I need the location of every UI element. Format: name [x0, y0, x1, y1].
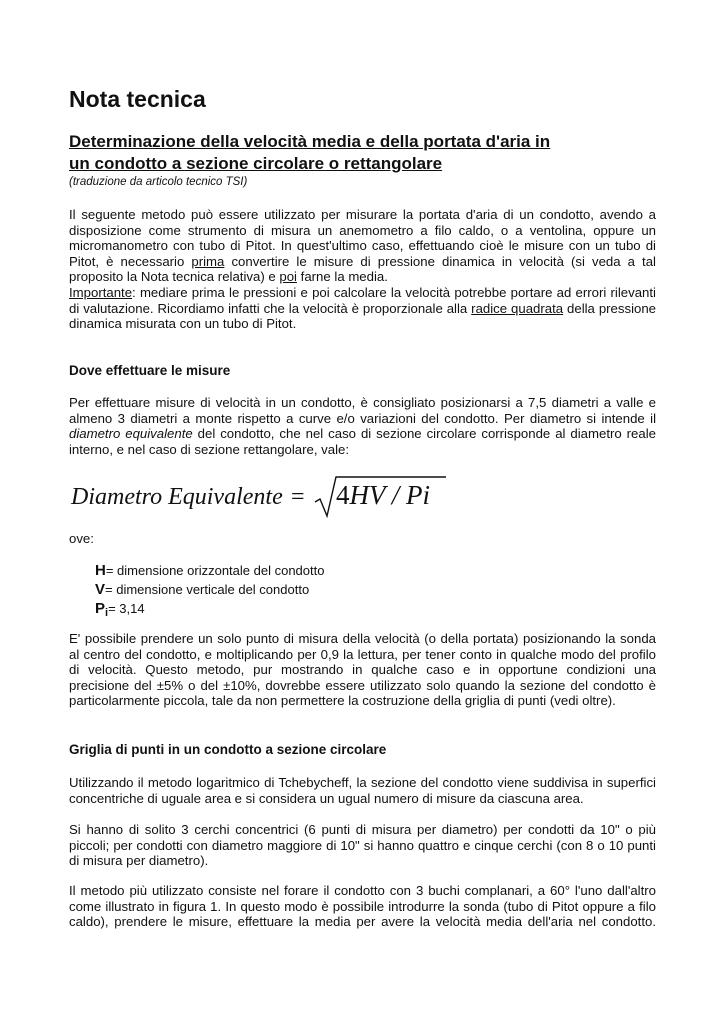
page-title: Nota tecnica: [69, 86, 206, 112]
definition-item: [95, 599, 324, 618]
text-line: Per effettuare misure di velocità in un condotto, è consigliato posizionarsi a 7,5 diametri a valle e: [69, 395, 656, 410]
text-line: di misura per diametro).: [69, 853, 209, 869]
definition-symbol: P: [95, 600, 106, 617]
text-line: di velocità. Questo metodo, pur mostrando in qualche caso e in opportune condizioni una: [69, 662, 656, 678]
text-line: almeno 3 diametri a monte rispetto a curve e/o variazioni del condotto. Per diametro si intende il: [69, 410, 656, 426]
grid-paragraph: [69, 775, 656, 806]
text-run: convertire le misure di pressione dinamica in velocità (si veda a tal: [224, 253, 656, 269]
single-point-paragraph: [69, 631, 656, 709]
source-note: (traduzione da articolo tecnico TSI): [69, 176, 248, 188]
text-line: concentriche di uguale area e si considera un ugual numero di misure da ciascuna area.: [69, 790, 584, 806]
text-line: al centro del condotto, e moltiplicando per 0,9 la lettura, per tener conto in qualche modo del profilo: [69, 646, 656, 662]
text-run: di valutazione. Ricordiamo infatti che la velocità è proporzionale alla: [69, 300, 472, 316]
text-run: del condotto, che nel caso di sezione circolare corrisponde al diametro reale: [192, 426, 656, 442]
text-line: disposizione come strumento di misura un anemometro a filo caldo, o a ventolina, oppure un: [69, 222, 656, 238]
equivalent-diameter-formula: [69, 474, 469, 518]
document-subtitle: [69, 131, 656, 175]
text-run: farne la media.: [297, 269, 388, 285]
text-line: precisione del ±5% o del ±10%, dovrebbe essere utilizzato solo quando la sezione del condotto è: [69, 677, 656, 693]
symbol-definitions: [95, 561, 324, 618]
text-line: [69, 301, 656, 317]
underlined-word: Importante: [69, 284, 133, 300]
definition-item: [95, 561, 324, 580]
text-run: Pitot, è necessario: [69, 253, 192, 269]
subtitle-line: un condotto a sezione circolare o rettangolare: [69, 154, 443, 173]
formula-constant: 4: [336, 480, 350, 510]
text-run: proposito la Nota tecnica relativa) e: [69, 269, 280, 285]
text-line: [69, 426, 656, 442]
definition-text: = 3,14: [108, 601, 145, 616]
underlined-word: prima: [191, 253, 225, 269]
text-line: Utilizzando il metodo logaritmico di Tchebycheff, la sezione del condotto viene suddivisa in superfici: [69, 775, 656, 790]
definition-subscript: i: [105, 607, 109, 619]
intro-paragraph: [69, 207, 656, 332]
formula-equals: =: [291, 484, 305, 510]
text-run: : mediare prima le pressioni e poi calcolare la velocità potrebbe portare ad errori rilevanti: [132, 284, 656, 300]
text-line: [69, 269, 656, 285]
definition-text: = dimensione verticale del condotto: [105, 582, 310, 597]
text-line: interno, e nel caso di sezione rettangolare, vale:: [69, 441, 350, 457]
text-line: micromanometro con tubo di Pitot. In quest'ultimo caso, effettuando cioè le misure con un tubo di: [69, 238, 656, 254]
measurement-paragraph: [69, 395, 656, 457]
formula-lhs: Diametro Equivalente: [71, 484, 283, 510]
formula-rhs: [336, 480, 430, 511]
text-line: come illustrato in figura 1. In questo modo è possibile introdurre la sonda (tubo di Pitot oppure a filo: [69, 898, 656, 914]
ove-label: ove:: [69, 531, 94, 546]
definition-item: [95, 580, 324, 599]
definition-symbol: V: [95, 581, 106, 598]
text-line: [69, 285, 656, 301]
section-heading: Dove effettuare le misure: [69, 363, 231, 378]
circles-paragraph: [69, 822, 656, 869]
text-line: Il metodo più utilizzato consiste nel forare il condotto con 3 buchi complanari, a 60° l'uno dall'altro: [69, 883, 656, 898]
text-line: dinamica misurata con un tubo di Pitot.: [69, 316, 297, 332]
holes-paragraph: [69, 883, 656, 930]
subtitle-line: Determinazione della velocità media e della portata d'aria in: [69, 132, 551, 151]
definition-text: = dimensione orizzontale del condotto: [105, 563, 325, 578]
text-line: Il seguente metodo può essere utilizzato per misurare la portata d'aria di un condotto, avendo a: [69, 207, 656, 222]
formula-expression: HV / Pi: [349, 480, 430, 510]
underlined-word: poi: [279, 269, 297, 285]
text-line: piccoli; per condotti con diametro maggiore di 10" si hanno quattro e cinque cerchi (con 8 o 10 punti: [69, 837, 656, 853]
text-line: caldo), prendere le misure, effettuare la media per avere la velocità media dell'aria nel condotto.: [69, 914, 656, 930]
italic-term: diametro equivalente: [69, 426, 193, 442]
underlined-word: radice quadrata: [471, 300, 564, 316]
text-run: della pressione: [563, 300, 656, 316]
definition-symbol: H: [95, 562, 106, 579]
text-line: E' possibile prendere un solo punto di misura della velocità (o della portata) posizionando la sonda: [69, 631, 656, 646]
text-line: particolarmente piccola, tale da non permettere la costruzione della griglia di punti (vedi oltre).: [69, 693, 616, 709]
text-line: [69, 254, 656, 270]
text-line: Si hanno di solito 3 cerchi concentrici (6 punti di misura per diametro) per condotti da 10" o più: [69, 822, 656, 837]
section-heading: Griglia di punti in un condotto a sezione circolare: [69, 742, 387, 757]
